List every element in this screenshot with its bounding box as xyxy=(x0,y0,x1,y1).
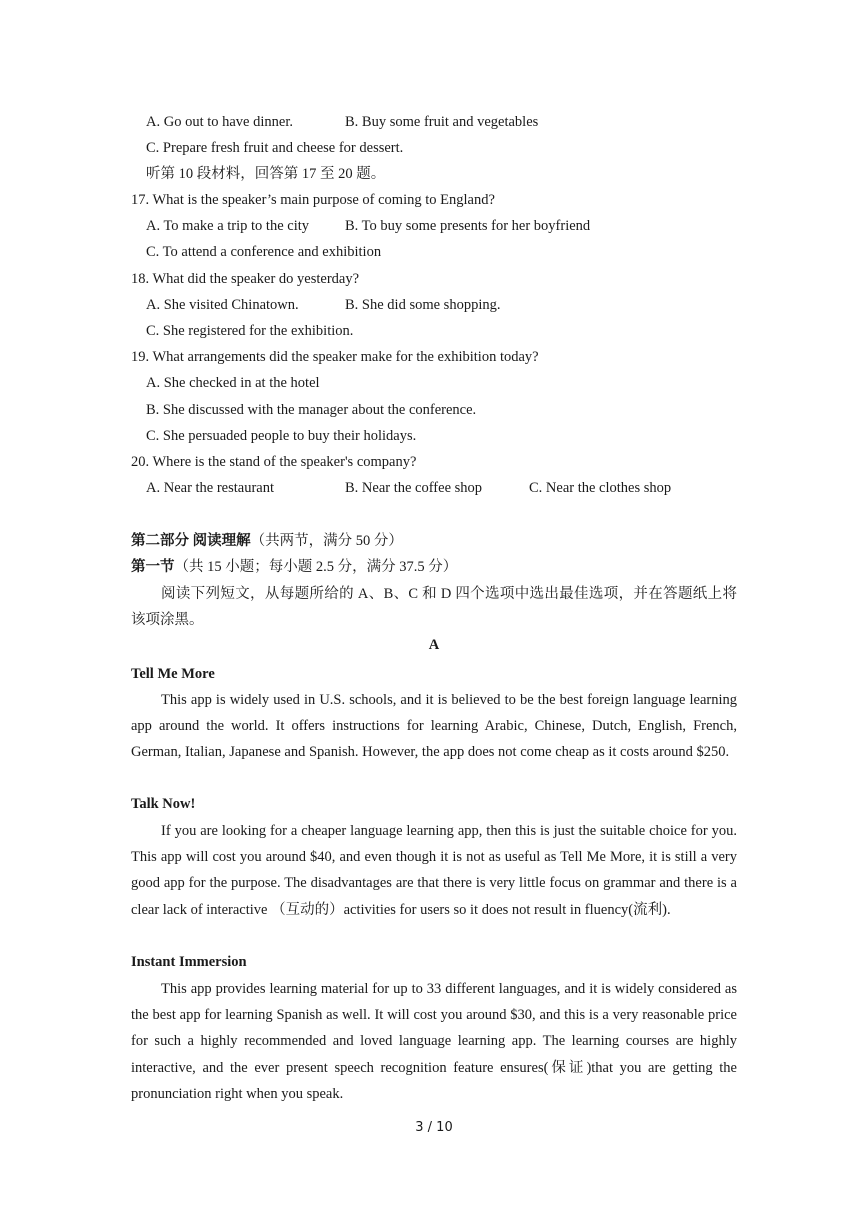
q18-option-c: C. She registered for the exhibition. xyxy=(146,323,354,339)
q16-option-c: C. Prepare fresh fruit and cheese for dessert. xyxy=(146,140,404,156)
section10-instruction: 听第 10 段材料，回答第 17 至 20 题。 xyxy=(146,166,386,182)
q17-option-c: C. To attend a conference and exhibition xyxy=(146,244,382,260)
q18-stem: 18. What did the speaker do yesterday? xyxy=(131,271,360,287)
app-text-talk-now: If you are looking for a cheaper language learning app, then this is just the suitable choice for you. This app will cost you around $40, and even though it is not as useful as Tell Me More, it is still a very good app for the purpose. The disadvantages are that there is very little focus on grammar and there is a clear lack of interactive （互动的）activities for users so it does not result in fluency(流利). xyxy=(131,823,737,918)
part2-heading-title: 第二部分 阅读理解 xyxy=(131,533,251,549)
app-title-instant-immersion: Instant Immersion xyxy=(131,954,247,970)
q17-stem: 17. What is the speaker’s main purpose of coming to England? xyxy=(131,192,495,208)
section1-heading-detail: （共 15 小题；每小题 2.5 分，满分 37.5 分） xyxy=(174,559,458,575)
q20-option-a: A. Near the restaurant xyxy=(146,480,275,496)
q17-option-a: A. To make a trip to the city xyxy=(146,218,310,234)
q19-stem: 19. What arrangements did the speaker make for the exhibition today? xyxy=(131,349,539,365)
q16-option-a: A. Go out to have dinner. xyxy=(146,114,293,130)
q20-stem: 20. Where is the stand of the speaker's company? xyxy=(131,454,417,470)
page-number: 3 / 10 xyxy=(415,1120,453,1135)
q17-option-b: B. To buy some presents for her boyfriend xyxy=(345,218,591,234)
app-text-tell-me-more: This app is widely used in U.S. schools, and it is believed to be the best foreign language learning app around the world. It offers instructions for learning Arabic, Chinese, Dutch, English, French, German, Italian, Japanese and Spanish. However, the app does not come cheap as it costs around $250. xyxy=(131,692,737,761)
passage-label: A xyxy=(428,637,440,653)
q20-option-b: B. Near the coffee shop xyxy=(345,480,483,496)
section1-heading-title: 第一节 xyxy=(131,559,175,575)
app-title-talk-now: Talk Now! xyxy=(131,796,196,812)
part2-heading-detail: （共两节，满分 50 分） xyxy=(250,533,403,549)
section1-heading xyxy=(131,557,457,577)
q19-option-b: B. She discussed with the manager about the conference. xyxy=(146,402,477,418)
q18-option-a: A. She visited Chinatown. xyxy=(146,297,299,313)
app-text-instant-immersion: This app provides learning material for up to 33 different languages, and it is widely considered as the best app for learning Spanish as well. It will cost you around $30, and this is a very reasonable price for such a highly recommended and loved language learning app. The learning courses are highly interactive, and the ever present speech recognition feature ensures(保证)that you are getting the pronunciation right when you speak. xyxy=(131,981,737,1102)
part2-heading xyxy=(131,531,403,551)
app-title-tell-me-more: Tell Me More xyxy=(131,666,215,682)
q20-option-c: C. Near the clothes shop xyxy=(529,480,672,496)
q18-option-b: B. She did some shopping. xyxy=(345,297,501,313)
reading-instruction: 阅读下列短文，从每题所给的 A、B、C 和 D 四个选项中选出最佳选项，并在答题纸上将该项涂黑。 xyxy=(131,586,737,629)
q19-option-c: C. She persuaded people to buy their holidays. xyxy=(146,428,417,444)
q19-option-a: A. She checked in at the hotel xyxy=(146,375,320,391)
q16-option-b: B. Buy some fruit and vegetables xyxy=(345,114,539,130)
